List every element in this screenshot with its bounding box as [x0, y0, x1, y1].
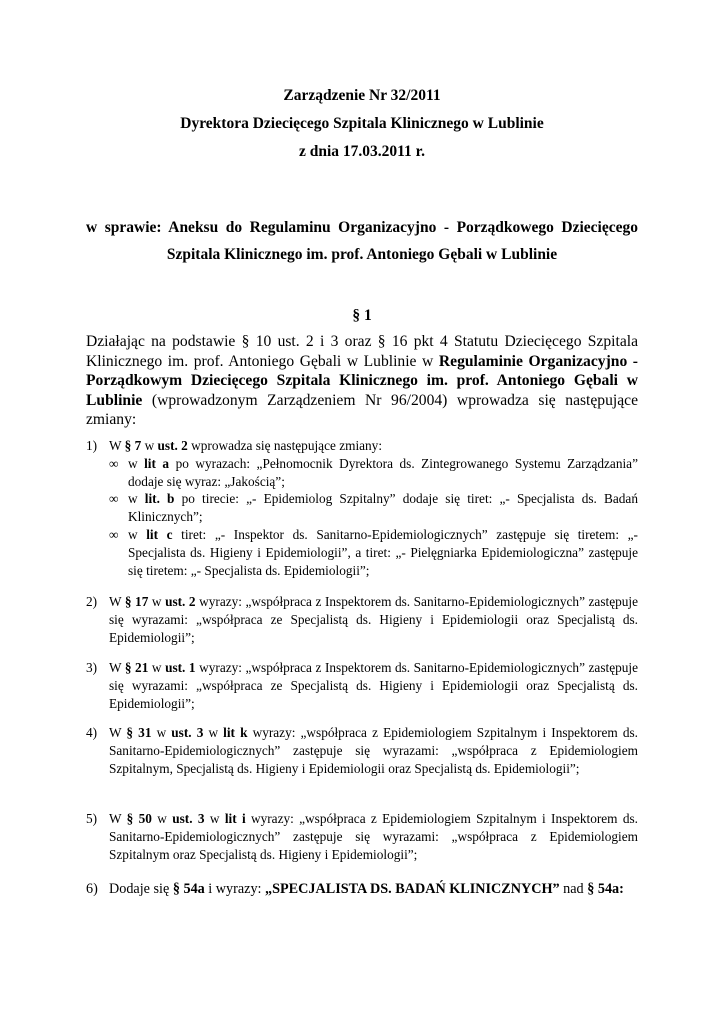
infinity-bullet-icon: ∞ [109, 526, 119, 542]
regulation-name: Regulaminie Organizacyjno - Porządkowym Dziecięcego Szpitala Klinicznego im. prof. Antoniego Gębali w Lublinie [86, 352, 638, 409]
subject-line-2: Szpitala Klinicznego im. prof. Antoniego Gębali w Lublinie [166, 246, 558, 263]
order-title: Zarządzenie Nr 32/2011 [283, 87, 441, 104]
item-number: 5) [86, 811, 98, 826]
subject-line-1: w sprawie: Aneksu do Regulaminu Organizacyjno - Porządkowego Dziecięcego [86, 219, 638, 236]
item-number: 6) [86, 881, 98, 897]
item-number: 2) [86, 594, 98, 609]
item-number: 3) [86, 660, 98, 675]
list-item-4: 4) W § 31 w ust. 3 w lit k wyrazy: „współpraca z Epidemiologiem Szpitalnym i Inspektorem ds. Sanitarno-Epidemiologicznych” zastępuje się wyrazami: „współpraca z Epidemiologiem Szpitalnym, Specjalistą ds. Higieny i Epidemiologii oraz Specjalistą ds. Epidemiologii”; [86, 725, 638, 776]
list-item-2: 2) W § 17 w ust. 2 wyrazy: „współpraca z Inspektorem ds. Sanitarno-Epidemiologicznych” zastępuje się wyrazami: „współpraca ze Specjalistą ds. Higieny i Epidemiologii oraz Specjalistą ds. Epidemiologii”; [86, 594, 638, 645]
section-heading: „SPECJALISTA DS. BADAŃ KLINICZNYCH” [265, 881, 560, 897]
section-sign: § 1 [352, 307, 372, 324]
infinity-bullet-icon: ∞ [109, 491, 119, 507]
item-number: 4) [86, 725, 98, 740]
order-date: z dnia 17.03.2011 r. [298, 143, 426, 160]
intro-paragraph: Działając na podstawie § 10 ust. 2 i 3 oraz § 16 pkt 4 Statutu Dziecięcego Szpitala Klinicznego im. prof. Antoniego Gębali w Lublinie w Regulaminie Organizacyjno - Porządkowym Dziecięcego Szpitala Klinicznego im. prof. Antoniego Gębali w Lublinie (wprowadzonym Zarządzeniem Nr 96/2004) wprowadza się następujące zmiany: [86, 333, 638, 428]
item-number: 1) [86, 438, 98, 453]
list-item-5: 5) W § 50 w ust. 3 w lit i wyrazy: „współpraca z Epidemiologiem Szpitalnym i Inspektorem ds. Sanitarno-Epidemiologicznych” zastępuje się wyrazami: „współpraca z Epidemiologiem Szpitalnym oraz Specjalistą ds. Higieny i Epidemiologii”; [86, 811, 638, 862]
list-item-1: 1) W § 7 w ust. 2 wprowadza się następujące zmiany: ∞ w lit a po wyrazach: „Pełnomocnik Dyrektora ds. Zintegrowanego Systemu Zarządzania” dodaje się wyraz: „Jakością”; ∞ w lit. b po tirecie: „- Epidemiolog Szpitalny” dodaje się tiret: „- Specjalista ds. Badań Klinicznych”; ∞ w lit c tiret: „- Inspektor ds. Sanitarno-Epidemiologicznych” zastępuje się tiretem: „- Specjalista ds. Higieny i Epidemiologii”, a tiret: „- Pielęgniarka Epidemiologiczna” zastępuje się tiretem: „- Specjalista ds. Epidemiologii”; [86, 438, 638, 578]
list-item-6: 6) Dodaje się § 54a i wyrazy: „SPECJALISTA DS. BADAŃ KLINICZNYCH” nad § 54a: [86, 881, 624, 897]
list-bullet: ∞ w lit c tiret: „- Inspektor ds. Sanitarno-Epidemiologicznych” zastępuje się tiretem: „- Specjalista ds. Higieny i Epidemiologii”, a tiret: „- Pielęgniarka Epidemiologiczna” zastępuje się tiretem: „- Specjalista ds. Epidemiologii”; [109, 526, 638, 578]
list-bullet: ∞ w lit. b po tirecie: „- Epidemiolog Szpitalny” dodaje się tiret: „- Specjalista ds. Badań Klinicznych”; [109, 491, 638, 525]
infinity-bullet-icon: ∞ [109, 455, 119, 471]
list-item-3: 3) W § 21 w ust. 1 wyrazy: „współpraca z Inspektorem ds. Sanitarno-Epidemiologicznych” zastępuje się wyrazami: „współpraca ze Specjalistą ds. Higieny i Epidemiologii oraz Specjalistą ds. Epidemiologii”; [86, 660, 638, 711]
list-bullet: ∞ w lit a po wyrazach: „Pełnomocnik Dyrektora ds. Zintegrowanego Systemu Zarządzania” dodaje się wyraz: „Jakością”; [109, 455, 638, 489]
order-issuer: Dyrektora Dziecięcego Szpitala Klinicznego w Lublinie [180, 115, 544, 132]
